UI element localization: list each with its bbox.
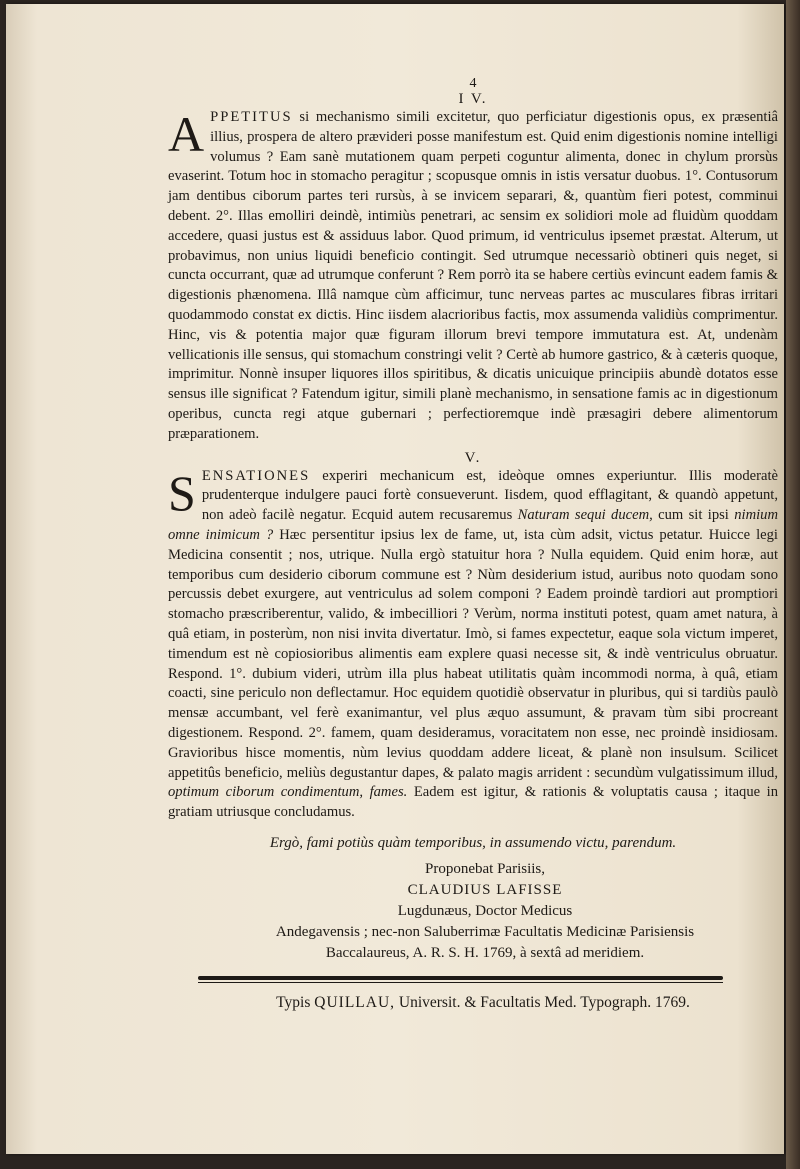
italic-nimium: nimium omne inimicum ?	[168, 507, 778, 543]
divider-thin	[198, 982, 723, 983]
section-iv-paragraph	[168, 108, 778, 445]
lead-word-appetitus: PPETITUS	[210, 109, 293, 125]
section-v-text-1: experiri mechanicum est, ideòque omnes experiuntur. Illis moderatè prudenterque indulgere pauci fortè consueverunt. Iisdem, quod efflagitant, & quandò appetunt, non adeò facilè negatur. Ecquid autem recusaremus	[201, 467, 778, 524]
page-number: 4	[469, 76, 477, 91]
book-edge	[786, 0, 800, 1169]
defense-line-1	[192, 859, 778, 922]
section-v-text-4: Eadem est igitur, & rationis & voluptatis causa ; itaque in gratiam utriusque concludamus.	[168, 784, 778, 821]
printer-suffix: Universit. & Facultatis Med. Typograph. 1769.	[398, 993, 690, 1011]
defense-line-3: Baccalaureus, A. R. S. H. 1769, à sextâ ad meridiem.	[325, 944, 645, 961]
italic-optimum: optimum ciborum condimentum, fames.	[168, 784, 408, 801]
defense-line-2: Andegavensis ; nec-non Saluberrimæ Facultatis Medicinæ Parisiensis	[275, 923, 695, 940]
defender-name: CLAUDIUS LAFISSE	[407, 881, 563, 898]
dropcap-a: A	[168, 106, 205, 162]
dropcap-s: S	[168, 464, 196, 521]
document-page	[6, 4, 784, 1154]
section-numeral-v: V.	[464, 449, 482, 466]
divider-thick	[198, 976, 723, 980]
conclusion-line: Ergò, fami potiùs quàm temporibus, in assumendo victu, parendum.	[269, 834, 677, 851]
section-v-paragraph	[168, 464, 778, 823]
lead-word-sensationes: ENSATIONES	[201, 467, 311, 484]
defense-suffix: Lugdunæus, Doctor Medicus	[397, 902, 573, 919]
defense-prefix: Proponebat Parisiis,	[425, 860, 545, 877]
section-iv-text: si mechanismo simili excitetur, quo perficiatur digestionis opus, ex præsentiâ illius, prospera de altero prævideri posse manifestum est. Quid enim digestionis nomine intelligi volumus ? Eam sanè mutationem quam perpeti coguntur alimenta, donec in chylum prorsùs evaserint. Totum hoc in stomacho peragitur ; scopusque omnis in istis versatur duobus. 1°. Contusorum jam dentibus ciborum partes teri rursùs, à se invicem separari, &, quantùm fieri potest, comminui debent. 2°. Illas emolliri deindè, intimiùs penetrari, ac sensim ex solidiori mole ad fluidùm quoddam accedere, quasi justus est & assiduus labor. Quod primum, id ventriculus ipsemet præstat. Alterum, ut probavimus, non unius liquidi beneficio contingit. Sed utrumque necessariò obtineri quis neget, si cuncta occurrant, quæ ad utrumque conferunt ? Rem porrò ita se habere certiùs evincunt eadem famis & digestionis phænomena. Illâ namque cùm afficimur, tunc nerveas partes ac musculares fibras irritari quodammodo constat ex dictis. Hinc iisdem alacrioribus factis, mox assumenda validiùs comprimentur. Hinc, vis & potentia major quæ figuram illorum brevi tempore immutatura est. At, undenàm vellicationis ille sensus, qui stomachum constringi velit ? Certè ab humore gastrico, & à cæteris quoque, imprimitur. Nonnè insuper liquores illos spiritibus, & dicatis unicuique principiis abundè dotatos esse sensus ille significat ? Fatendum igitur, simili planè mechanismo, in sensatione famis ac in digestionum operibus, cuncta regi atque gubernari ; perfectioremque indè præsagiri debere alimentorum præparationem.	[168, 109, 778, 442]
italic-naturam: Naturam sequi ducem,	[517, 507, 653, 524]
printer-prefix: Typis	[276, 993, 311, 1011]
page-content	[168, 78, 778, 1013]
section-numeral-iv: I V.	[458, 91, 488, 107]
printer-imprint	[168, 993, 778, 1013]
printer-name: QUILLAU,	[314, 993, 396, 1011]
section-v-text-2: cum sit ipsi	[658, 507, 729, 524]
defense-statement	[168, 859, 778, 964]
section-v-text-3: Hæc persentitur ipsius lex de fame, ut, ista cùm adsit, victus petatur. Huicce legi Medicina consentit ; nos, utrique. Nulla ergò statuitur hora ? Nulla equidem. Quid enim horæ, aut temporibus cum desiderio ciborum commune est ? Nùm desiderium istud, auribus noto quodam sono percussis debet exurgere, aut ventriculus ad solem componi ? Eadem proindè tardiori aut promptiori stomacho præscriberentur, valido, & imbecilliori ? Verùm, norma instituti potest, quam amet natura, à quâ etiam, in posterùm, non nisi invita divertatur. Imò, si fames expectetur, eaque sola victum imperet, timendum est nè copiosioribus alimentis eam explere quasi necesse sit, & indè ventriculus obruatur. Respond. 1°. dubium videri, utrùm illa plus habeat utilitatis quàm incommodi norma, à quâ, etiam coacti, sine periculo non deflectamur. Hoc equidem quotidiè observatur in pluribus, qui si tardiùs paulò mensæ accumbant, vel ferè exanimantur, vel plus æquo assumunt, & pravam tùm sibi procreant digestionem. Respond. 2°. famem, quam desideramus, voracitatem non esse, nec proindè insidiosam. Gravioribus hisce momentis, nùm levius quoddam addere liceat, & planè non insulsum. Scilicet appetitûs beneficio, meliùs degustantur dapes, & palato magis arrident : secundùm vulgatissimum illud,	[168, 526, 778, 781]
